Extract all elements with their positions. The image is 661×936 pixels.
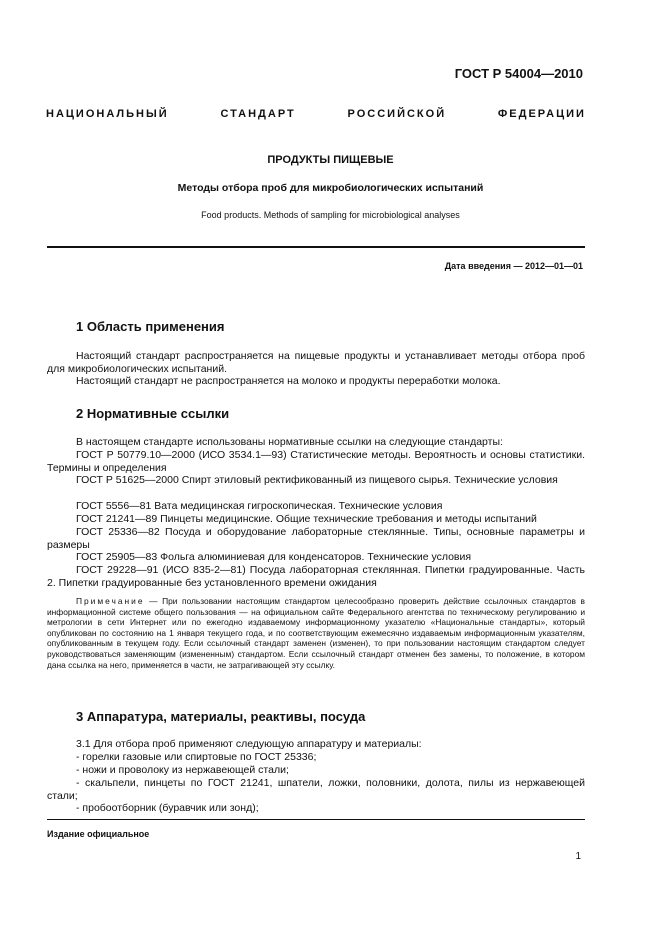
reference-item: ГОСТ Р 51625—2000 Спирт этиловый ректификованный из пищевого сырья. Технические условия xyxy=(76,474,558,486)
section-3-heading: 3 Аппаратура, материалы, реактивы, посуда xyxy=(76,709,366,724)
reference-item: ГОСТ 5556—81 Вата медицинская гигроскопическая. Технические условия xyxy=(76,500,443,512)
section-1-heading: 1 Область применения xyxy=(76,319,225,334)
national-standard-banner xyxy=(46,108,586,120)
reference-item: ГОСТ 29228—91 (ИСО 835-2—81) Посуда лабораторная стеклянная. Пипетки градуированные. Часть 2. Пипетки градуированные без установленного времени ожидания xyxy=(47,564,585,589)
document-subtitle: Методы отбора проб для микробиологических испытаний xyxy=(177,182,484,194)
english-title: Food products. Methods of sampling for microbiological analyses xyxy=(201,210,460,220)
page-number: 1 xyxy=(575,851,581,862)
reference-item: ГОСТ 25336—82 Посуда и оборудование лабораторные стеклянные. Типы, основные параметры и размеры xyxy=(47,526,585,551)
list-item: - горелки газовые или спиртовые по ГОСТ 25336; xyxy=(76,751,317,763)
banner-word: РОССИЙСКОЙ xyxy=(347,108,447,120)
reference-item: ГОСТ 21241—89 Пинцеты медицинские. Общие технические требования и методы испытаний xyxy=(76,513,537,525)
list-item: - скальпели, пинцеты по ГОСТ 21241, шпатели, ложки, половники, долота, пилы из нержавеющей стали; xyxy=(47,777,585,802)
reference-item: ГОСТ Р 50779.10—2000 (ИСО 3534.1—93) Статистические методы. Вероятность и основы статистики. Термины и определения xyxy=(47,449,585,474)
section-2-lead: В настоящем стандарте использованы нормативные ссылки на следующие стандарты: xyxy=(76,436,503,448)
section-1-paragraph-2: Настоящий стандарт не распространяется на молоко и продукты переработки молока. xyxy=(76,375,501,387)
document-title: ПРОДУКТЫ ПИЩЕВЫЕ xyxy=(267,154,394,166)
list-item: - пробоотборник (буравчик или зонд); xyxy=(76,802,259,814)
note-text: — При пользовании настоящим стандартом целесообразно проверить действие ссылочных стандартов в информационной системе общего пользования — на официальном сайте Федерального агентства по техническому регулированию и метрологии в сети Интернет или по ежегодно издаваемому информационному указателю «Национальные стандарты», который опубликован по состоянию на 1 января текущего года, и по соответствующим ежемесячно издаваемым информационным указателям, опубликованным в текущем году. Если ссылочный стандарт заменен (изменен), то при пользовании настоящим стандартом следует руководствоваться заменяющим (измененным) стандартом. Если ссылочный стандарт отменен без замены, то положение, в котором дана ссылка на него, применяется в части, не затрагивающей эту ссылку. xyxy=(47,596,586,670)
section-3-lead: 3.1 Для отбора проб применяют следующую аппаратуру и материалы: xyxy=(76,738,422,750)
title-divider xyxy=(47,246,585,248)
section-2-heading: 2 Нормативные ссылки xyxy=(76,406,230,421)
note-label: Примечание xyxy=(76,596,145,606)
section-1-paragraph-1: Настоящий стандарт распространяется на пищевые продукты и устанавливает методы отбора проб для микробиологических испытаний. xyxy=(47,350,585,375)
note-paragraph xyxy=(47,596,585,670)
document-number: ГОСТ Р 54004—2010 xyxy=(454,66,583,81)
list-item: - ножи и проволоку из нержавеющей стали; xyxy=(76,764,289,776)
banner-word: СТАНДАРТ xyxy=(220,108,296,120)
banner-word: НАЦИОНАЛЬНЫЙ xyxy=(46,108,169,120)
footer-divider xyxy=(47,819,585,820)
reference-item: ГОСТ 25905—83 Фольга алюминиевая для конденсаторов. Технические условия xyxy=(76,551,472,563)
official-edition-label: Издание официальное xyxy=(47,829,150,839)
introduction-date: Дата введения — 2012—01—01 xyxy=(444,261,583,271)
banner-word: ФЕДЕРАЦИИ xyxy=(497,108,586,120)
